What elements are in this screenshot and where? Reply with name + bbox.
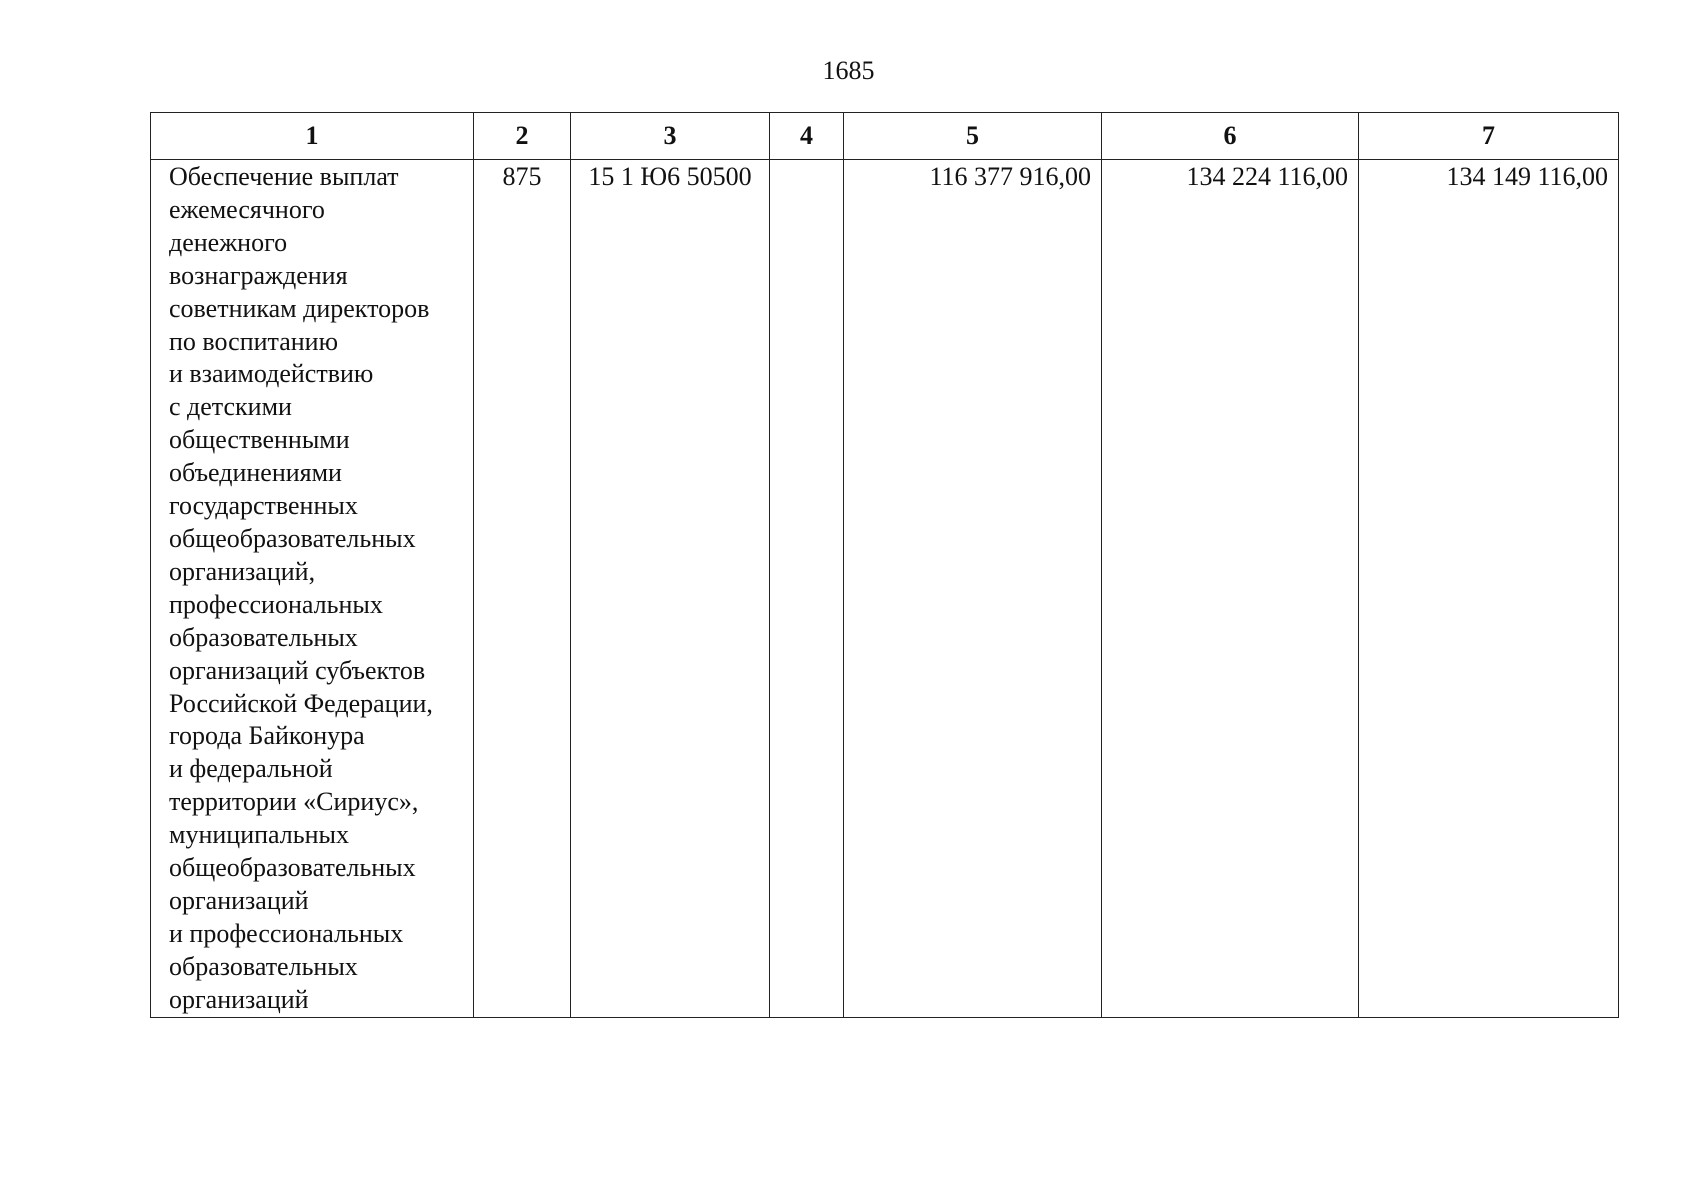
description-line: организаций (169, 984, 309, 1014)
description-cell (151, 160, 474, 1018)
amount-cell-5: 116 377 916,00 (844, 160, 1102, 1018)
page-number: 1685 (822, 56, 875, 85)
description-line: советникам директоров (169, 293, 430, 323)
description-line: Российской Федерации, (169, 688, 433, 718)
description-line: профессиональных (169, 589, 383, 619)
header-cell-3: 3 (571, 113, 770, 160)
description-line: Обеспечение выплат (169, 162, 399, 191)
description-line: общеобразовательных (169, 523, 416, 553)
description-line: и взаимодействию (169, 359, 374, 389)
description-line: ежемесячного (169, 194, 325, 224)
amount-cell-7: 134 149 116,00 (1359, 160, 1619, 1018)
budget-table (150, 112, 1619, 1018)
expense-type-cell (770, 160, 844, 1018)
description-line: общественными (169, 425, 350, 455)
header-cell-7: 7 (1359, 113, 1619, 160)
target-article-cell: 15 1 Ю6 50500 (571, 160, 770, 1018)
header-cell-4: 4 (770, 113, 844, 160)
description-line: организаций (169, 885, 309, 915)
description-line: общеобразовательных (169, 853, 416, 883)
description-line: организаций, (169, 556, 316, 586)
header-row (151, 113, 1619, 160)
description-line: государственных (169, 491, 358, 521)
description-line: по воспитанию (169, 326, 338, 356)
description-line: организаций субъектов (169, 655, 426, 685)
description-line: муниципальных (169, 820, 350, 850)
header-cell-5: 5 (844, 113, 1102, 160)
description-line: и профессиональных (169, 918, 404, 948)
description-line: и федеральной (169, 754, 333, 784)
description-line: образовательных (169, 622, 358, 652)
description-line: с детскими (169, 392, 292, 422)
description-line: объединениями (169, 458, 342, 488)
header-cell-1: 1 (151, 113, 474, 160)
chapter-code-cell: 875 (474, 160, 571, 1018)
header-cell-2: 2 (474, 113, 571, 160)
description-line: территории «Сириус», (169, 787, 419, 817)
amount-cell-6: 134 224 116,00 (1102, 160, 1359, 1018)
description-line: города Байконура (169, 721, 365, 751)
description-line: денежного (169, 227, 288, 257)
description-line: образовательных (169, 951, 358, 981)
description-line: вознаграждения (169, 260, 348, 290)
table-row (151, 160, 1619, 1018)
header-cell-6: 6 (1102, 113, 1359, 160)
